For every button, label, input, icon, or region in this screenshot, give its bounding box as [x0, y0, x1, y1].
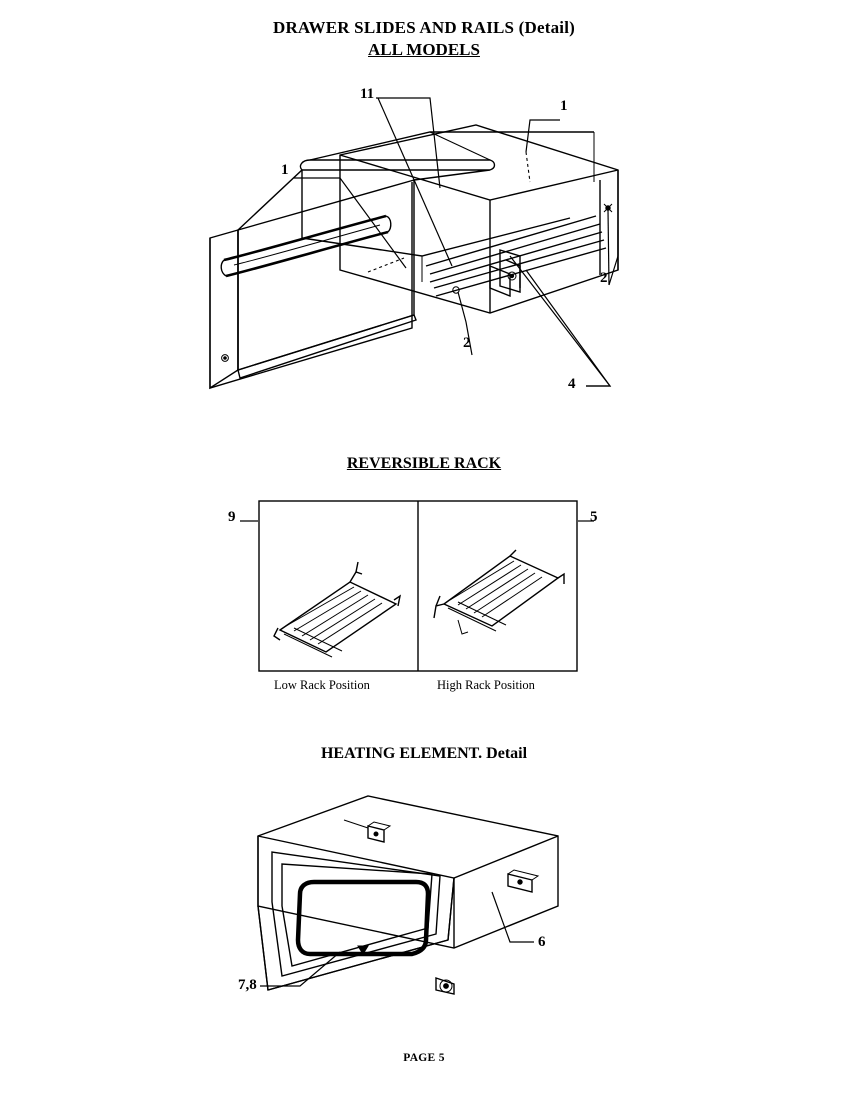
page-footer: PAGE 5 [403, 1052, 445, 1064]
callout-1-left: 1 [281, 162, 289, 178]
reversible-rack-illustration [258, 500, 578, 700]
page-title-line1: DRAWER SLIDES AND RAILS (Detail) [272, 18, 576, 37]
drawer-assembly-illustration [190, 70, 670, 410]
callout-11: 11 [360, 86, 375, 102]
high-rack-caption: High Rack Position [437, 678, 535, 692]
callout-9-leader [240, 515, 262, 527]
page-title-line2: ALL MODELS [368, 40, 480, 59]
callout-1-top: 1 [560, 98, 568, 114]
low-rack-caption: Low Rack Position [274, 678, 370, 692]
callout-2-bottom: 2 [463, 335, 471, 351]
callout-6: 6 [538, 934, 546, 950]
callout-4: 4 [568, 376, 576, 392]
callout-5: 5 [590, 509, 598, 525]
reversible-rack-title: REVERSIBLE RACK [346, 455, 502, 472]
heating-element-title: HEATING ELEMENT. Detail [320, 745, 528, 762]
callout-2-right: 2 [600, 270, 608, 286]
page-title [0, 18, 848, 60]
callout-7-8: 7,8 [238, 977, 257, 993]
heating-element-illustration [240, 790, 580, 1020]
callout-5-leader [574, 515, 596, 527]
callout-9: 9 [228, 509, 236, 525]
